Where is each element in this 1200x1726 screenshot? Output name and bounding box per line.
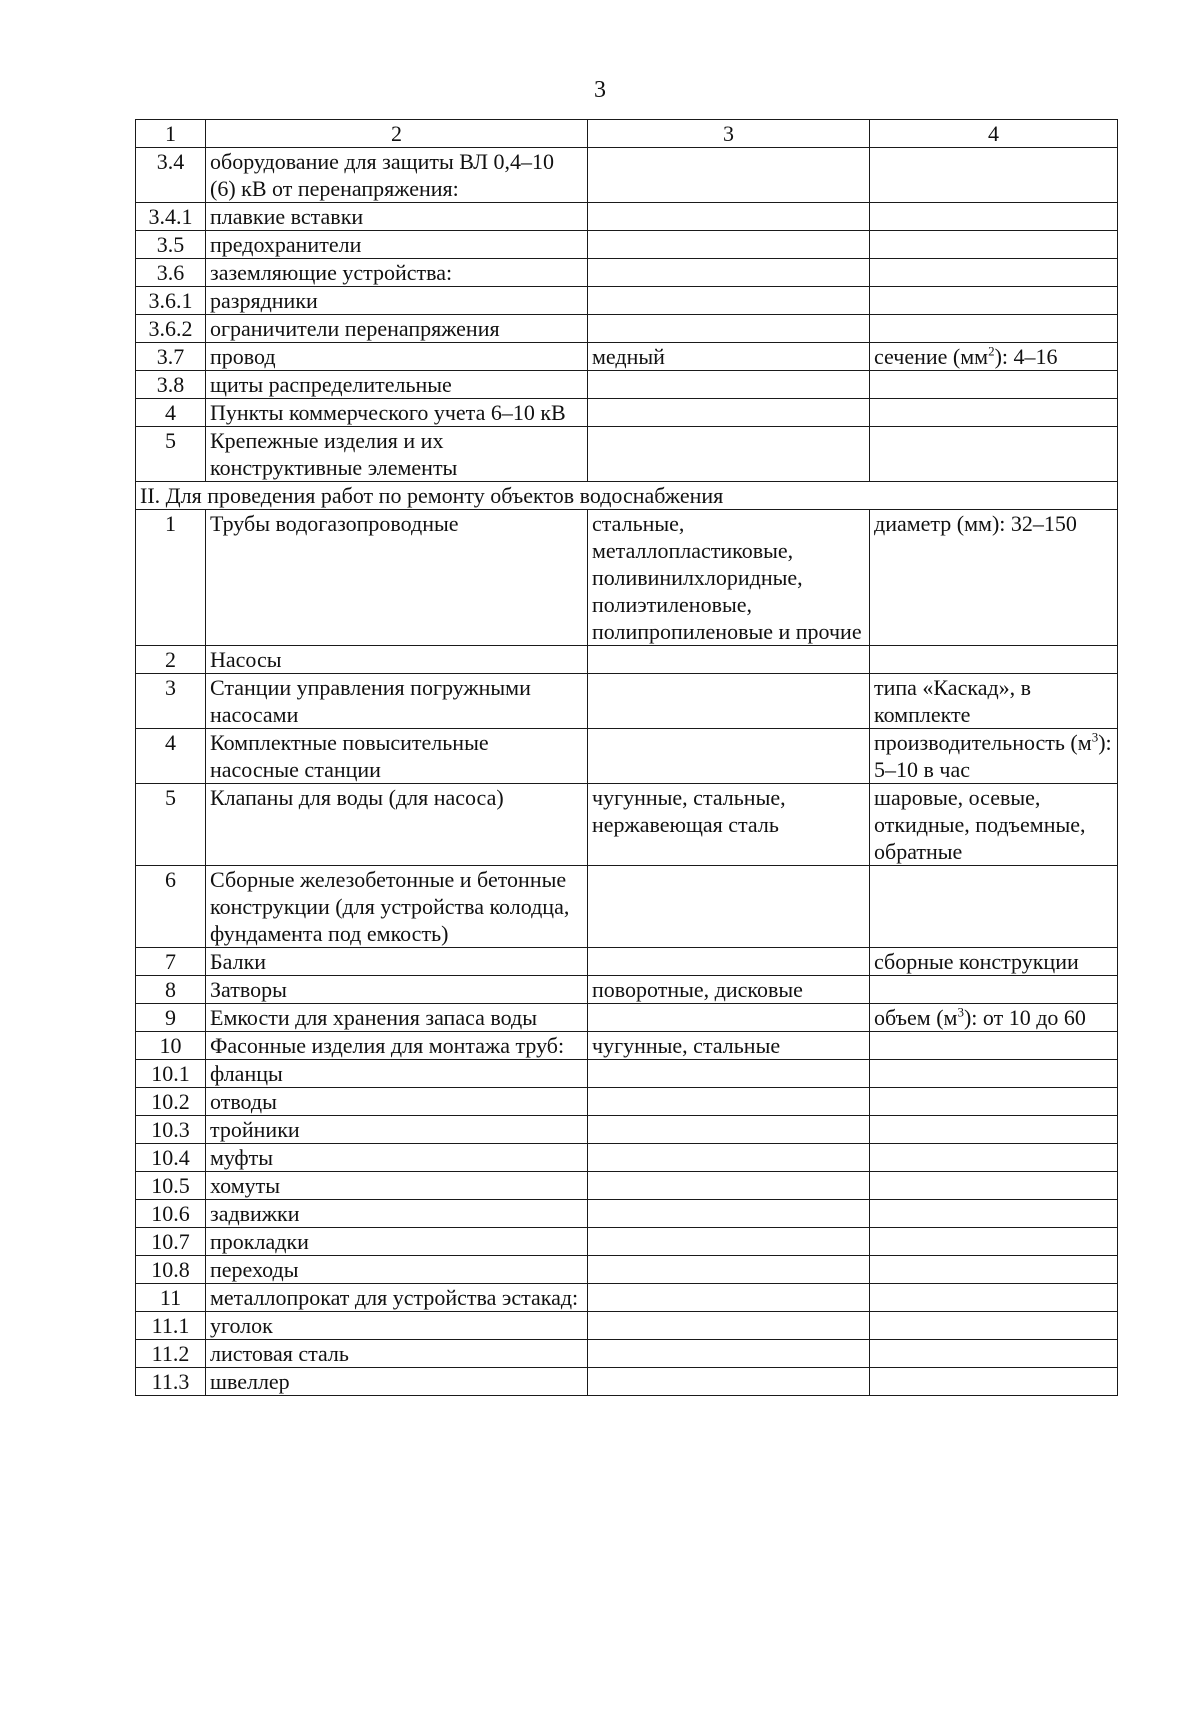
- item-specification: сборные конструкции: [870, 948, 1118, 976]
- table-row: [136, 1312, 1118, 1340]
- item-name: провод: [206, 343, 588, 371]
- item-name: Комплектные повысительные насосные станции: [206, 729, 588, 784]
- column-number-1: 1: [136, 120, 206, 148]
- item-specification: [870, 1116, 1118, 1144]
- row-number: 10.1: [136, 1060, 206, 1088]
- page-number: 3: [594, 77, 606, 103]
- item-material: [588, 371, 870, 399]
- section-title: II. Для проведения работ по ремонту объектов водоснабжения: [136, 482, 1118, 510]
- table-row: [136, 976, 1118, 1004]
- item-name: задвижки: [206, 1200, 588, 1228]
- table-row: [136, 510, 1118, 646]
- row-number: 10.8: [136, 1256, 206, 1284]
- column-number-row: [136, 120, 1118, 148]
- item-name: уголок: [206, 1312, 588, 1340]
- item-material: [588, 1340, 870, 1368]
- item-name: Пункты коммерческого учета 6–10 кВ: [206, 399, 588, 427]
- item-specification: [870, 976, 1118, 1004]
- item-specification: [870, 1088, 1118, 1116]
- row-number: 10.2: [136, 1088, 206, 1116]
- item-material: [588, 231, 870, 259]
- item-material: [588, 866, 870, 948]
- item-specification: [870, 231, 1118, 259]
- row-number: 11.1: [136, 1312, 206, 1340]
- table-row: [136, 1228, 1118, 1256]
- item-specification: [870, 343, 1118, 371]
- item-specification: [870, 1032, 1118, 1060]
- item-material: [588, 399, 870, 427]
- item-specification: [870, 1060, 1118, 1088]
- item-specification: [870, 866, 1118, 948]
- table-row: [136, 1060, 1118, 1088]
- item-specification: [870, 1312, 1118, 1340]
- item-material: [588, 203, 870, 231]
- item-material: [588, 1088, 870, 1116]
- table-row: [136, 343, 1118, 371]
- item-material: [588, 287, 870, 315]
- section-row: [136, 482, 1118, 510]
- item-specification: [870, 1200, 1118, 1228]
- spec-superscript: 2: [988, 343, 995, 359]
- item-specification: [870, 1368, 1118, 1396]
- row-number: 10: [136, 1032, 206, 1060]
- row-number: 10.4: [136, 1144, 206, 1172]
- spec-text: ): от 10 до 60: [963, 1005, 1086, 1030]
- row-number: 7: [136, 948, 206, 976]
- item-specification: [870, 259, 1118, 287]
- row-number: 2: [136, 646, 206, 674]
- row-number: 5: [136, 784, 206, 866]
- item-material: [588, 259, 870, 287]
- row-number: 10.7: [136, 1228, 206, 1256]
- table-row: [136, 1116, 1118, 1144]
- row-number: 10.5: [136, 1172, 206, 1200]
- item-name: Затворы: [206, 976, 588, 1004]
- item-name: тройники: [206, 1116, 588, 1144]
- table-row: [136, 231, 1118, 259]
- item-name: листовая сталь: [206, 1340, 588, 1368]
- table-row: [136, 148, 1118, 203]
- row-number: 6: [136, 866, 206, 948]
- item-name: Насосы: [206, 646, 588, 674]
- row-number: 11.2: [136, 1340, 206, 1368]
- table-row: [136, 371, 1118, 399]
- column-number-2: 2: [206, 120, 588, 148]
- table-row: [136, 399, 1118, 427]
- item-specification: [870, 1284, 1118, 1312]
- table-row: [136, 948, 1118, 976]
- item-material: [588, 674, 870, 729]
- item-specification: [870, 148, 1118, 203]
- row-number: 10.6: [136, 1200, 206, 1228]
- item-name: Балки: [206, 948, 588, 976]
- row-number: 3.6: [136, 259, 206, 287]
- row-number: 11.3: [136, 1368, 206, 1396]
- item-name: Емкости для хранения запаса воды: [206, 1004, 588, 1032]
- item-specification: [870, 729, 1118, 784]
- spec-text: сечение (мм: [874, 344, 989, 369]
- row-number: 3.4: [136, 148, 206, 203]
- item-material: стальные, металлопластиковые, поливинилхлоридные, полиэтиленовые, полипропиленовые и прочие: [588, 510, 870, 646]
- item-specification: [870, 287, 1118, 315]
- column-number-3: 3: [588, 120, 870, 148]
- table-row: [136, 784, 1118, 866]
- row-number: 3.7: [136, 343, 206, 371]
- item-material: [588, 1172, 870, 1200]
- item-material: медный: [588, 343, 870, 371]
- item-name: разрядники: [206, 287, 588, 315]
- row-number: 8: [136, 976, 206, 1004]
- spec-text: объем (м: [874, 1005, 958, 1030]
- item-material: чугунные, стальные: [588, 1032, 870, 1060]
- item-specification: типа «Каскад», в комплекте: [870, 674, 1118, 729]
- item-specification: [870, 1228, 1118, 1256]
- spec-text: ): 5–10 в час: [874, 730, 1112, 782]
- item-name: Крепежные изделия и их конструктивные элементы: [206, 427, 588, 482]
- row-number: 11: [136, 1284, 206, 1312]
- item-material: [588, 1312, 870, 1340]
- item-name: переходы: [206, 1256, 588, 1284]
- item-specification: [870, 1144, 1118, 1172]
- item-name: швеллер: [206, 1368, 588, 1396]
- row-number: 10.3: [136, 1116, 206, 1144]
- item-specification: [870, 427, 1118, 482]
- row-number: 9: [136, 1004, 206, 1032]
- row-number: 3.6.2: [136, 315, 206, 343]
- item-specification: [870, 399, 1118, 427]
- row-number: 3.6.1: [136, 287, 206, 315]
- item-name: фланцы: [206, 1060, 588, 1088]
- row-number: 4: [136, 729, 206, 784]
- table-row: [136, 1284, 1118, 1312]
- row-number: 3: [136, 674, 206, 729]
- table-row: [136, 1144, 1118, 1172]
- item-specification: [870, 646, 1118, 674]
- table-row: [136, 287, 1118, 315]
- table-row: [136, 1368, 1118, 1396]
- table-row: [136, 1088, 1118, 1116]
- item-name: оборудование для защиты ВЛ 0,4–10 (6) кВ от перенапряжения:: [206, 148, 588, 203]
- item-material: [588, 1284, 870, 1312]
- table-row: [136, 646, 1118, 674]
- item-material: чугунные, стальные, нержавеющая сталь: [588, 784, 870, 866]
- table-row: [136, 203, 1118, 231]
- item-material: [588, 1256, 870, 1284]
- item-name: отводы: [206, 1088, 588, 1116]
- table-body: [136, 120, 1118, 1396]
- item-name: предохранители: [206, 231, 588, 259]
- item-material: [588, 646, 870, 674]
- item-name: хомуты: [206, 1172, 588, 1200]
- row-number: 3.4.1: [136, 203, 206, 231]
- row-number: 5: [136, 427, 206, 482]
- item-name: щиты распределительные: [206, 371, 588, 399]
- item-name: Сборные железобетонные и бетонные конструкции (для устройства колодца, фундамента под емкость): [206, 866, 588, 948]
- item-name: металлопрокат для устройства эстакад:: [206, 1284, 588, 1312]
- item-material: [588, 427, 870, 482]
- table-row: [136, 866, 1118, 948]
- item-specification: шаровые, осевые, откидные, подъемные, обратные: [870, 784, 1118, 866]
- item-name: Станции управления погружными насосами: [206, 674, 588, 729]
- item-material: [588, 1200, 870, 1228]
- table-row: [136, 1200, 1118, 1228]
- item-material: [588, 148, 870, 203]
- table-row: [136, 729, 1118, 784]
- item-name: ограничители перенапряжения: [206, 315, 588, 343]
- item-specification: [870, 1004, 1118, 1032]
- specification-table: [135, 119, 1118, 1396]
- table-row: [136, 1004, 1118, 1032]
- table-row: [136, 1172, 1118, 1200]
- item-name: плавкие вставки: [206, 203, 588, 231]
- table-row: [136, 259, 1118, 287]
- item-specification: диаметр (мм): 32–150: [870, 510, 1118, 646]
- spec-superscript: 3: [957, 1004, 964, 1020]
- item-name: Фасонные изделия для монтажа труб:: [206, 1032, 588, 1060]
- spec-text: ): 4–16: [994, 344, 1058, 369]
- spec-superscript: 3: [1091, 729, 1099, 745]
- item-specification: [870, 203, 1118, 231]
- item-material: [588, 1116, 870, 1144]
- column-number-4: 4: [870, 120, 1118, 148]
- item-material: [588, 948, 870, 976]
- table-row: [136, 315, 1118, 343]
- row-number: 3.5: [136, 231, 206, 259]
- item-name: заземляющие устройства:: [206, 259, 588, 287]
- item-material: [588, 1004, 870, 1032]
- item-material: [588, 1060, 870, 1088]
- item-specification: [870, 1340, 1118, 1368]
- item-specification: [870, 1256, 1118, 1284]
- table-row: [136, 1340, 1118, 1368]
- table-row: [136, 674, 1118, 729]
- item-material: [588, 729, 870, 784]
- item-material: [588, 315, 870, 343]
- row-number: 1: [136, 510, 206, 646]
- item-material: [588, 1368, 870, 1396]
- item-specification: [870, 315, 1118, 343]
- item-material: поворотные, дисковые: [588, 976, 870, 1004]
- item-specification: [870, 1172, 1118, 1200]
- row-number: 4: [136, 399, 206, 427]
- item-name: прокладки: [206, 1228, 588, 1256]
- table-row: [136, 427, 1118, 482]
- item-name: Клапаны для воды (для насоса): [206, 784, 588, 866]
- item-material: [588, 1228, 870, 1256]
- table-row: [136, 1256, 1118, 1284]
- item-material: [588, 1144, 870, 1172]
- item-specification: [870, 371, 1118, 399]
- row-number: 3.8: [136, 371, 206, 399]
- item-name: Трубы водогазопроводные: [206, 510, 588, 646]
- table-row: [136, 1032, 1118, 1060]
- item-name: муфты: [206, 1144, 588, 1172]
- spec-text: производительность (м: [874, 730, 1092, 755]
